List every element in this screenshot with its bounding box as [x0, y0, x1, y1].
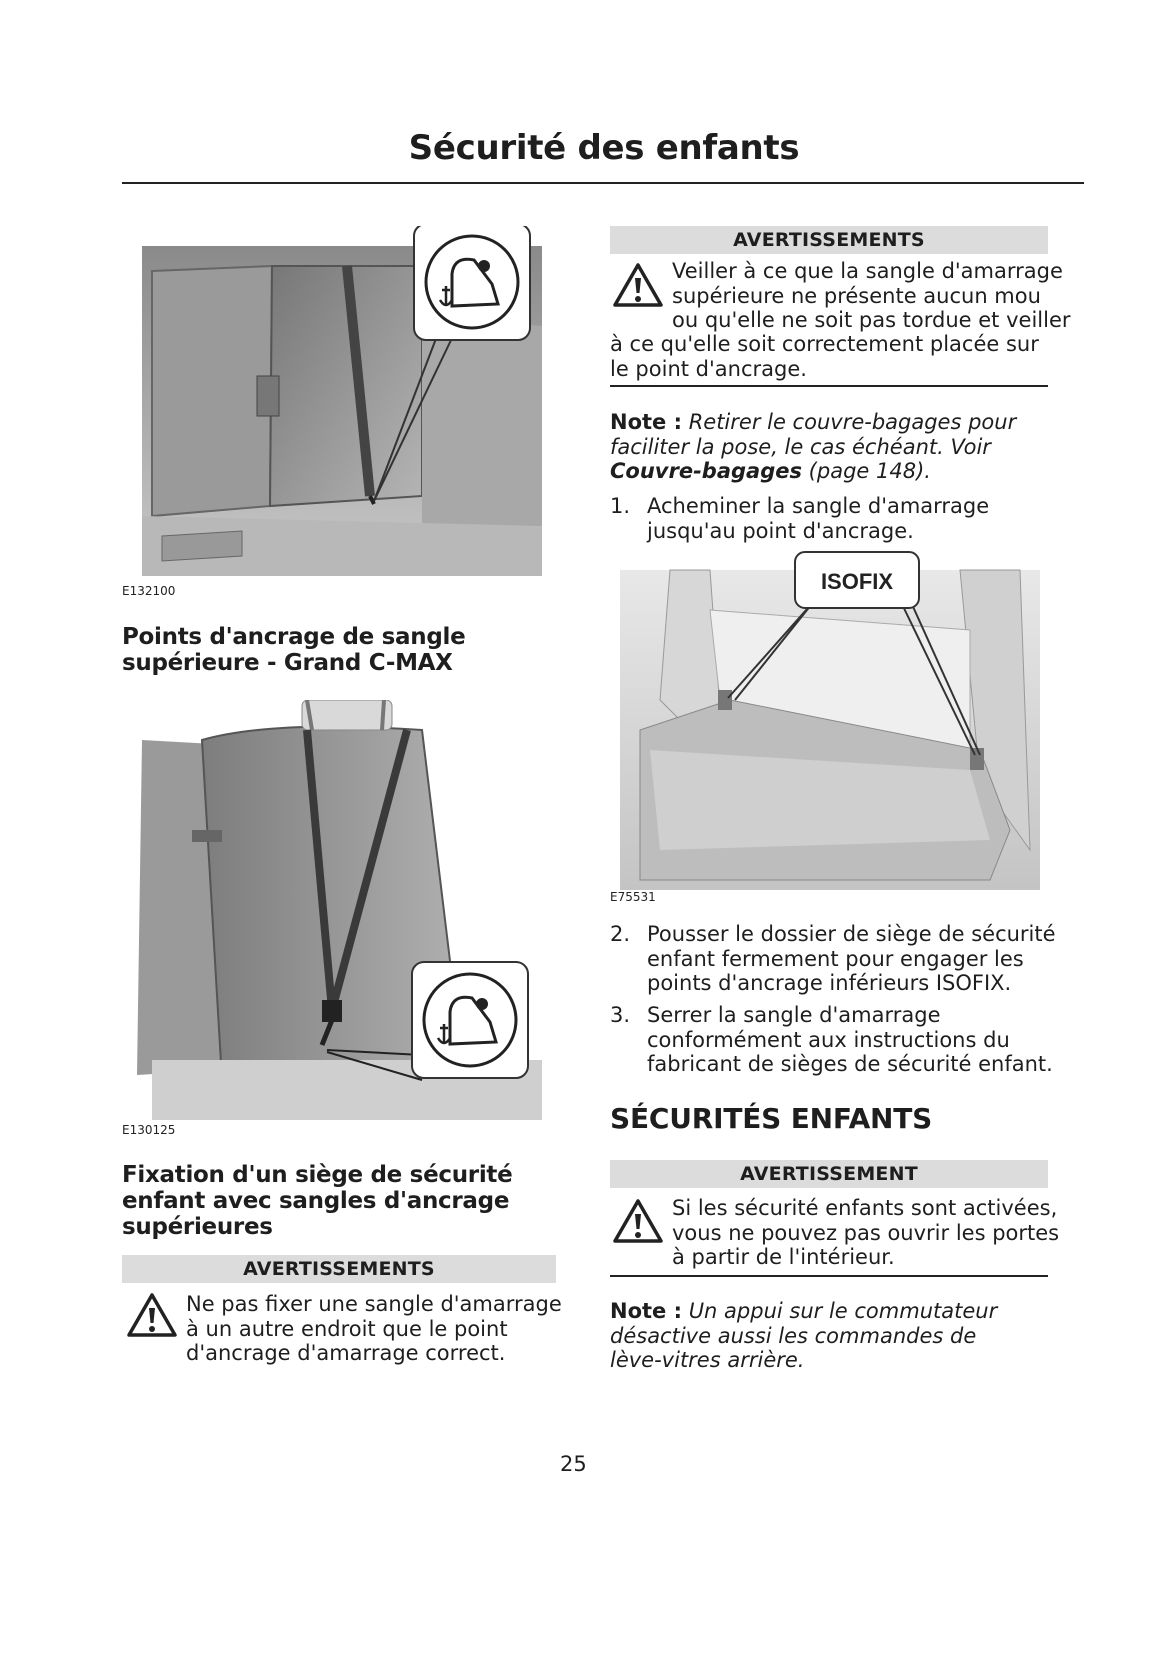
- step-number: 3.: [610, 1003, 631, 1027]
- step-text: Pousser le dossier de siège de sécurité: [647, 922, 1056, 946]
- warning-triangle-icon: [126, 1292, 178, 1338]
- text-line: supérieure ne présente aucun mou: [672, 283, 1041, 308]
- page-number: 25: [560, 1452, 587, 1476]
- heading-line: supérieure - Grand C-MAX: [122, 650, 453, 676]
- note-text: Retirer le couvre-bagages pour: [688, 410, 1017, 434]
- figure-code: E75531: [610, 890, 656, 904]
- note-label: Note :: [610, 410, 682, 434]
- heading-fixing-child-seat: [122, 1162, 512, 1240]
- warning-text: [672, 259, 1071, 333]
- text-line: vous ne pouvez pas ouvrir les portes: [672, 1220, 1060, 1245]
- heading-line: Fixation d'un siège de sécurité: [122, 1162, 513, 1188]
- title-divider: [122, 182, 1084, 184]
- note-window-controls: [610, 1299, 997, 1373]
- heading-line: enfant avec sangles d'ancrage: [122, 1188, 510, 1214]
- step-text: enfant fermement pour engager les: [647, 946, 1024, 971]
- step-text: Acheminer la sangle d'amarrage: [647, 494, 990, 518]
- cross-reference-link[interactable]: Couvre-bagages: [610, 459, 802, 483]
- warning-text-continued: [610, 332, 1039, 381]
- step-text: fabricant de sièges de sécurité enfant.: [647, 1052, 1053, 1076]
- figure-tether-anchor-grand-cmax: [122, 226, 556, 580]
- warning-title-bar: AVERTISSEMENTS: [610, 226, 1048, 254]
- note-luggage-cover: [610, 410, 1016, 484]
- step-text: conformément aux instructions du: [647, 1027, 1010, 1052]
- step-number: 2.: [610, 922, 631, 946]
- warning-triangle-icon: [612, 1198, 664, 1244]
- warning-divider: [610, 1275, 1048, 1277]
- section-title-child-locks: SÉCURITÉS ENFANTS: [610, 1102, 933, 1135]
- page-title: Sécurité des enfants: [408, 128, 800, 168]
- text-line: à partir de l'intérieur.: [672, 1245, 895, 1269]
- step-1: [610, 494, 1050, 546]
- text-line: Si les sécurité enfants sont activées,: [672, 1196, 1058, 1220]
- warning-title-bar: AVERTISSEMENTS: [122, 1255, 556, 1283]
- step-3: [610, 1003, 1060, 1079]
- step-text: jusqu'au point d'ancrage.: [647, 518, 914, 543]
- note-label: Note :: [610, 1299, 682, 1323]
- text-line: Ne pas fixer une sangle d'amarrage: [186, 1292, 562, 1316]
- figure-child-seat-tether-straps: [122, 700, 556, 1120]
- note-text: faciliter la pose, le cas échéant. Voir: [610, 434, 991, 459]
- note-text: lève-vitres arrière.: [610, 1348, 805, 1372]
- figure-code: E132100: [122, 584, 176, 598]
- figure-code: E130125: [122, 1123, 176, 1137]
- warning-title-bar: AVERTISSEMENT: [610, 1160, 1048, 1188]
- note-text: désactive aussi les commandes de: [610, 1323, 977, 1348]
- step-number: 1.: [610, 494, 631, 518]
- text-line: à un autre endroit que le point: [186, 1316, 508, 1341]
- text-line: le point d'ancrage.: [610, 356, 807, 381]
- text-line: Veiller à ce que la sangle d'amarrage: [672, 259, 1063, 283]
- warning-divider: [610, 385, 1048, 387]
- heading-line: Points d'ancrage de sangle: [122, 624, 466, 650]
- note-text: (page 148).: [808, 459, 931, 483]
- warning-text: [672, 1196, 1059, 1270]
- isofix-label: ISOFIX: [820, 569, 894, 594]
- step-2: [610, 922, 1060, 998]
- warning-triangle-icon: [612, 262, 664, 308]
- note-text: Un appui sur le commutateur: [688, 1299, 998, 1323]
- step-text: points d'ancrage inférieurs ISOFIX.: [647, 971, 1012, 995]
- text-line: d'ancrage d'amarrage correct.: [186, 1341, 506, 1365]
- warning-text: [186, 1292, 562, 1366]
- text-line: ou qu'elle ne soit pas tordue et veiller: [672, 308, 1071, 332]
- heading-tether-anchor-points: [122, 624, 465, 676]
- heading-line: supérieures: [122, 1214, 273, 1240]
- text-line: à ce qu'elle soit correctement placée sur: [610, 332, 1039, 356]
- figure-isofix-anchors: [610, 550, 1048, 890]
- step-text: Serrer la sangle d'amarrage: [647, 1003, 941, 1027]
